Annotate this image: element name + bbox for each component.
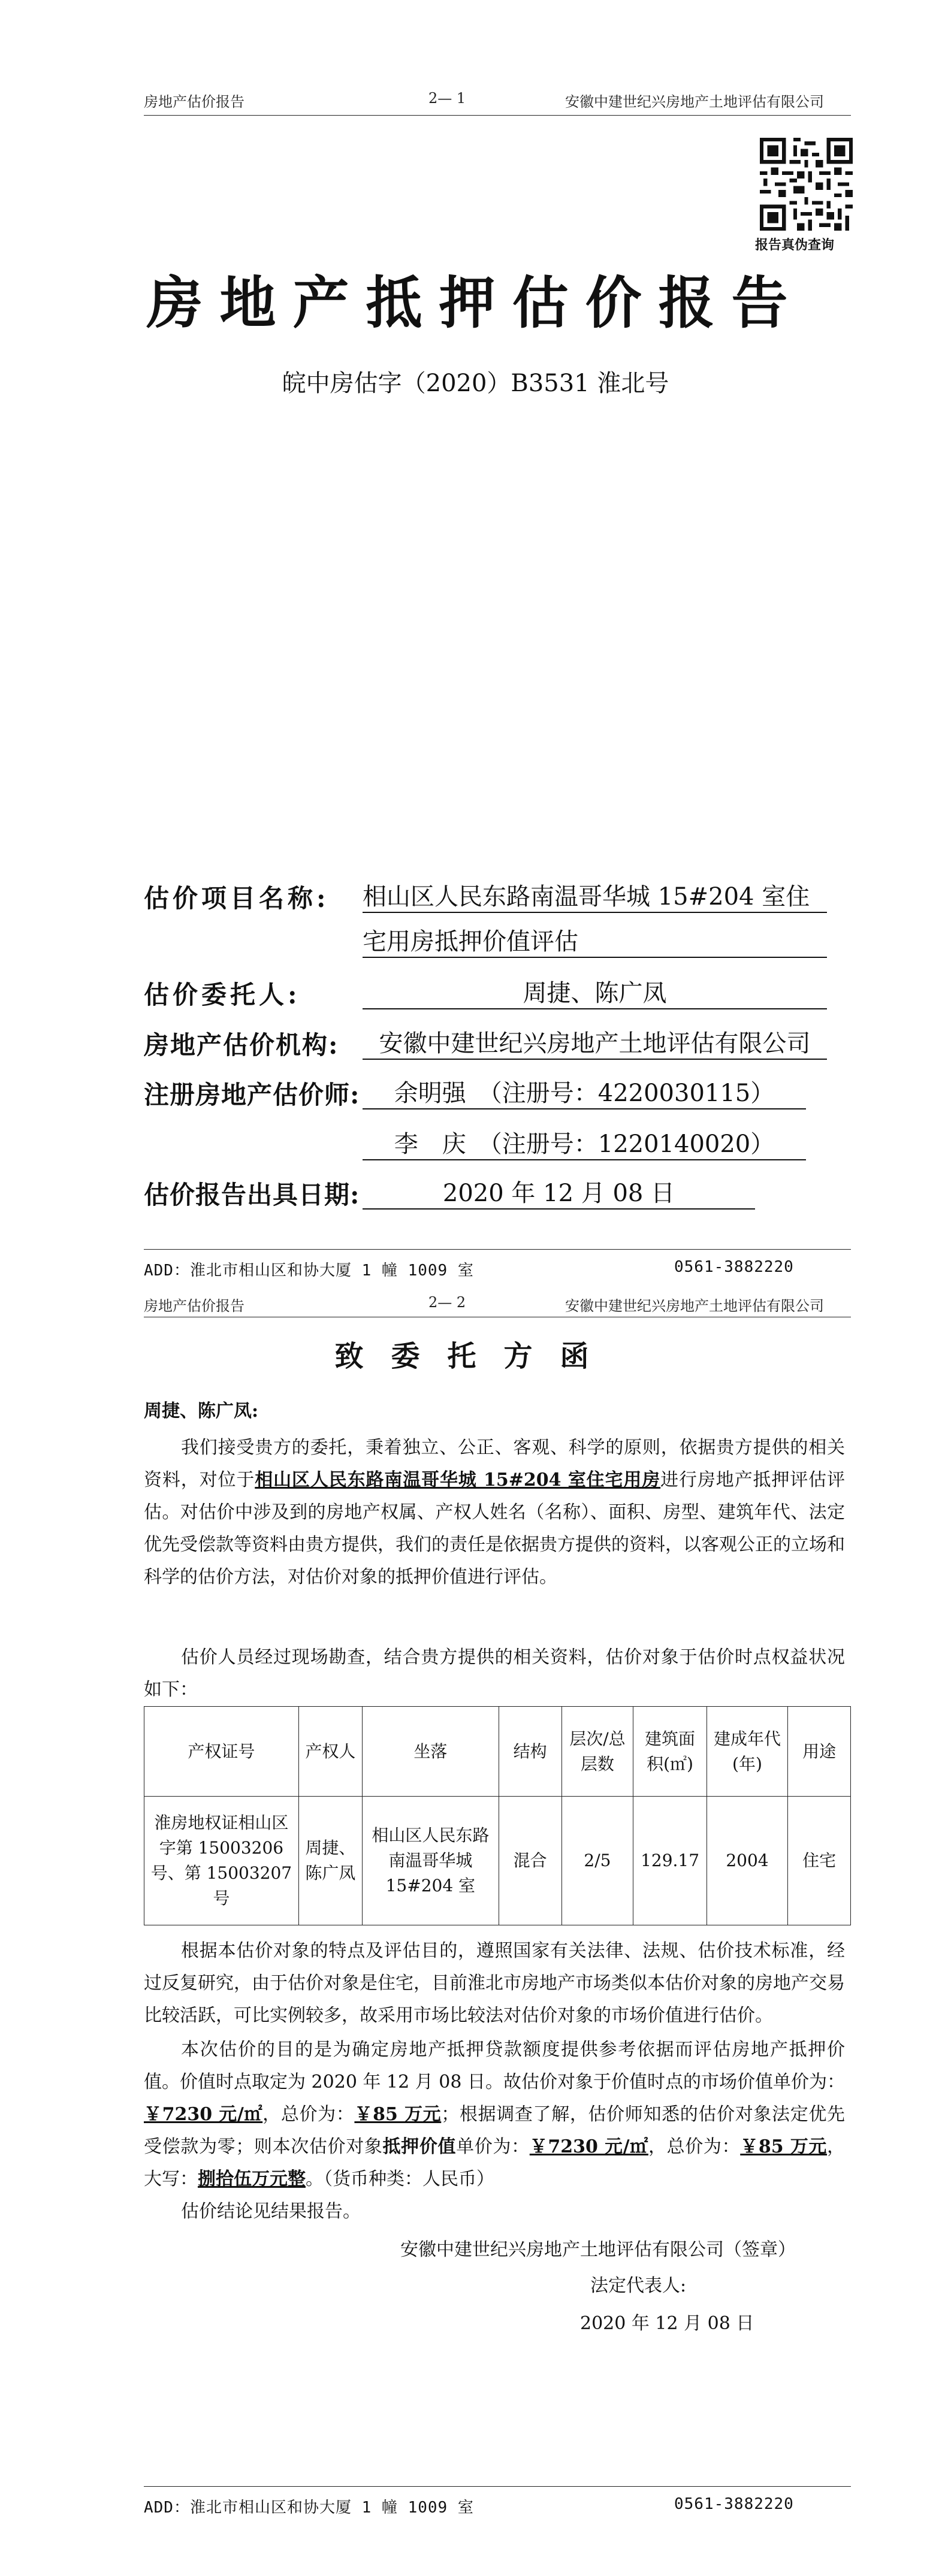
- table-header-cell: 建成年代(年): [707, 1707, 787, 1797]
- table-cell-structure: 混合: [499, 1797, 561, 1925]
- mortgage-amount-uppercase: 捌拾伍万元整: [198, 2169, 306, 2190]
- letter-title: 致委托方函: [334, 1340, 617, 1373]
- signature-date: 2020 年 12 月 08 日: [580, 2313, 754, 2334]
- table-header-cell: 用途: [788, 1707, 851, 1797]
- page2-footer-rule: [144, 2486, 851, 2487]
- page2-header-right: 安徽中建世纪兴房地产土地评估有限公司: [565, 1298, 824, 1314]
- market-unit-price: ￥7230 元/㎡: [144, 2104, 263, 2125]
- table-header-cell: 坐落: [362, 1707, 499, 1797]
- appraiser-2: 李 庆 （注册号：1220140020）: [363, 1125, 806, 1160]
- paragraph-3: 根据本估价对象的特点及评估目的，遵照国家有关法律、法规、估价技术标准，经过反复研究，由于估价对象是住宅，目前淮北市房地产市场类似本估价对象的房地产交易比较活跃，可比实例较多，故采用市场比较法对估价对象的市场价值进行估价。: [144, 1940, 845, 2026]
- market-total-price: ￥85 万元: [354, 2104, 442, 2125]
- client-value: 周捷、陈广凤: [363, 974, 827, 1009]
- project-name-value-line1: 相山区人民东路南温哥华城 15#204 室住: [363, 878, 827, 913]
- table-header-cell: 产权证号: [144, 1707, 299, 1797]
- page1-header-rule: [144, 115, 851, 116]
- qr-code-icon: [760, 138, 853, 231]
- property-info-table: [144, 1706, 851, 1925]
- page2-footer-phone: 0561-3882220: [674, 2495, 794, 2513]
- table-cell-area: 129.17: [633, 1797, 707, 1925]
- page1-footer-rule: [144, 1249, 851, 1250]
- mortgage-value-term: 抵押价值: [382, 2136, 457, 2157]
- page2-header-page-number: 2— 2: [428, 1294, 466, 1311]
- table-header-cell: 层次/总层数: [561, 1707, 633, 1797]
- table-row: [144, 1797, 851, 1925]
- signature-company: 安徽中建世纪兴房地产土地评估有限公司（签章）: [400, 2239, 796, 2260]
- page2-footer-address: ADD：淮北市相山区和协大厦 1 幢 1009 室: [144, 2499, 474, 2517]
- paragraph-1: 我们接受贵方的委托，秉着独立、公正、客观、科学的原则，依据贵方提供的相关资料，对位于相山区人民东路南温哥华城 15#204 室住宅用房进行房地产抵押评估评估。对估价中涉及到的房地产权属、产权人姓名（名称）、面积、房型、建筑年代、法定优先受偿款等资料由贵方提供，我们的责任是依据贵方提供的资料，以客观公正的立场和科学的估价方法，对估价对象的抵押价值进行评估。: [144, 1437, 846, 1588]
- mortgage-unit-price: ￥7230 元/㎡: [529, 2136, 648, 2157]
- table-header-cell: 结构: [499, 1707, 561, 1797]
- page1-header-page-number: 2— 1: [428, 90, 466, 107]
- page1-footer-phone: 0561-3882220: [674, 1258, 794, 1276]
- page2-header-left: 房地产估价报告: [144, 1298, 244, 1314]
- page1-header-right: 安徽中建世纪兴房地产土地评估有限公司: [565, 93, 824, 110]
- report-title: 房地产抵押估价报告: [146, 270, 805, 336]
- table-cell-usage: 住宅: [788, 1797, 851, 1925]
- report-date-label: 估价报告出具日期:: [144, 1180, 360, 1210]
- table-header-cell: 建筑面积(㎡): [633, 1707, 707, 1797]
- client-label: 估价委托人:: [144, 980, 301, 1009]
- agency-value: 安徽中建世纪兴房地产土地评估有限公司: [363, 1024, 827, 1060]
- table-header-row: [144, 1707, 851, 1797]
- report-number: 皖中房估字（2020）B3531 淮北号: [282, 370, 669, 397]
- signature-legal-rep: 法定代表人:: [590, 2275, 687, 2296]
- paragraph-2: 估价人员经过现场勘查，结合贵方提供的相关资料，估价对象于估价时点权益状况如下：: [144, 1647, 845, 1700]
- page1-footer-address: ADD：淮北市相山区和协大厦 1 幢 1009 室: [144, 1262, 474, 1280]
- appraiser-label: 注册房地产估价师:: [144, 1080, 360, 1109]
- table-cell-certificate: 淮房地权证相山区字第 15003206 号、第 15003207 号: [144, 1797, 299, 1925]
- paragraph-5: 估价结论见结果报告。: [181, 2201, 361, 2222]
- table-cell-owner: 周捷、陈广凤: [298, 1797, 362, 1925]
- table-header-cell: 产权人: [298, 1707, 362, 1797]
- salutation: 周捷、陈广凤:: [144, 1401, 259, 1422]
- page1-header-left: 房地产估价报告: [144, 93, 244, 110]
- appraiser-1: 余明强 （注册号：4220030115）: [363, 1074, 806, 1109]
- table-cell-location: 相山区人民东路南温哥华城 15#204 室: [362, 1797, 499, 1925]
- table-cell-floor: 2/5: [561, 1797, 633, 1925]
- project-name-label: 估价项目名称:: [144, 884, 330, 913]
- qr-caption: 报告真伪查询: [755, 238, 835, 253]
- project-name-value-line2: 宅用房抵押价值评估: [363, 923, 827, 958]
- property-address: 相山区人民东路南温哥华城 15#204 室住宅用房: [255, 1470, 661, 1490]
- agency-label: 房地产估价机构:: [144, 1030, 339, 1060]
- table-cell-year: 2004: [707, 1797, 787, 1925]
- report-date-value: 2020 年 12 月 08 日: [363, 1174, 755, 1210]
- paragraph-4: 本次估价的目的是为确定房地产抵押贷款额度提供参考依据而评估房地产抵押价值。价值时点取定为 2020 年 12 月 08 日。故估价对象于价值时点的市场价值单价为：￥7230 元/㎡，总价为：￥85 万元；根据调查了解，估价师知悉的估价对象法定优先受偿款为零；则本次估价对象抵押价值单价为：￥7230 元/㎡，总价为：￥85 万元，大写：捌拾伍万元整。（货币种类：人民币）: [144, 2039, 846, 2190]
- mortgage-total-price: ￥85 万元: [740, 2136, 828, 2157]
